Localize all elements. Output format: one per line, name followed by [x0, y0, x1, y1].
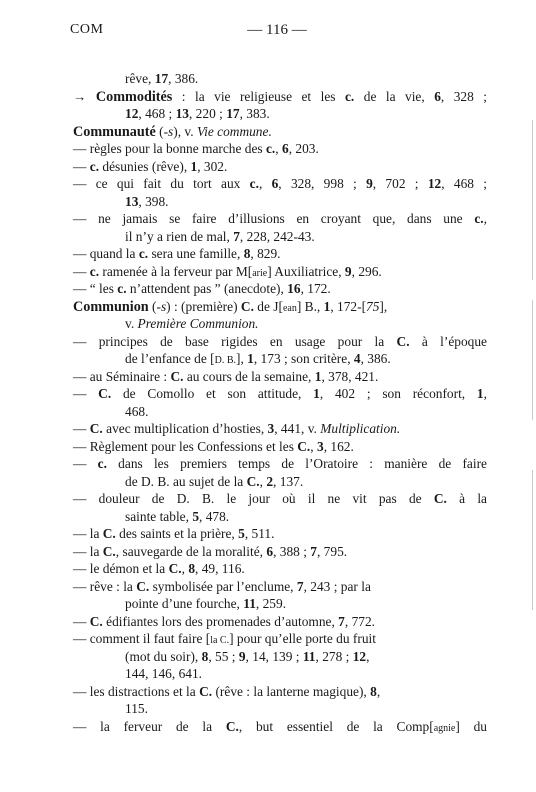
text-run: 17	[226, 106, 240, 121]
text-run: -s	[156, 298, 167, 314]
text-run: -s	[163, 123, 174, 139]
text-run: ,	[310, 438, 317, 454]
index-entry-line	[73, 438, 487, 456]
text-run: , 278 ;	[315, 648, 353, 664]
text-run: — au Séminaire :	[73, 368, 171, 384]
text-run: — comment il faut faire [	[73, 631, 211, 646]
text-run: 13	[125, 193, 139, 209]
index-entry-line	[73, 630, 487, 648]
text-run: 17	[154, 71, 169, 86]
text-run: : la vie religieuse et les	[172, 88, 345, 104]
text-run: 8	[188, 561, 196, 576]
index-entry-line	[73, 578, 487, 596]
text-run: C.	[89, 613, 103, 629]
text-run: édifiantes lors des promenades d’automne,	[102, 613, 339, 629]
text-run: — le démon et la	[73, 561, 169, 576]
text-run: — ce qui fait du tort aux	[73, 176, 250, 191]
text-run: 2	[266, 473, 274, 489]
text-run: au cours de la semaine,	[183, 368, 315, 384]
text-run: — Règlement pour les Confessions et les	[73, 438, 298, 454]
text-run: C.	[89, 421, 103, 436]
index-entry-line	[73, 683, 487, 701]
text-run: , 468 ;	[138, 106, 176, 121]
text-run: de l’enfance de [	[125, 351, 215, 366]
text-run: 12	[427, 176, 442, 191]
entry-continuation-line	[73, 403, 487, 421]
text-run: 7	[233, 228, 240, 244]
index-entry-line	[73, 175, 487, 193]
text-run: — principes de base rigides en usage pour la	[73, 333, 397, 349]
text-run: 6	[271, 176, 279, 191]
index-entry-line	[73, 718, 487, 736]
text-run: dans les premiers temps de l’Oratoire : manière de faire	[106, 456, 487, 471]
text-run: à la	[446, 491, 487, 506]
text-run: , 328 ;	[440, 88, 487, 104]
text-run: 12	[125, 106, 139, 121]
text-run: —	[73, 386, 99, 401]
text-run: 1	[190, 158, 198, 174]
text-run: , 386.	[168, 71, 199, 86]
text-run: des saints et la prière,	[115, 526, 239, 541]
text-run: Vie commune.	[196, 123, 272, 139]
text-run: , 702 ;	[372, 176, 428, 191]
text-run: c.	[138, 246, 149, 261]
text-run: 115.	[125, 701, 148, 716]
text-run: , sauvegarde de la moralité,	[115, 543, 267, 559]
text-run: 4	[353, 351, 361, 366]
text-run: 9	[366, 176, 373, 191]
entry-continuation-line	[73, 473, 487, 491]
text-run: 11	[243, 596, 256, 611]
text-run: 8	[370, 683, 377, 699]
text-run: 7	[338, 613, 345, 629]
text-run: C.	[396, 333, 410, 349]
page-number: — 116 —	[247, 22, 307, 38]
text-run: sainte table,	[125, 508, 193, 524]
index-entry-line	[73, 263, 487, 281]
text-run: 8	[201, 648, 209, 664]
entry-continuation-line	[73, 350, 487, 368]
text-run: , 259.	[255, 596, 287, 611]
text-run: , 162.	[323, 438, 354, 454]
text-run: , 478.	[199, 508, 230, 524]
text-run: C.	[168, 561, 182, 576]
text-run: C.	[297, 438, 311, 454]
text-run: avec multiplication d’hosties,	[102, 421, 268, 436]
text-run: 6	[266, 543, 274, 559]
text-run: ,	[483, 386, 487, 401]
text-run: — la	[73, 526, 103, 541]
text-run: 6	[434, 88, 441, 104]
text-run: Multiplication.	[320, 421, 401, 436]
text-run: , 172-[	[330, 298, 367, 314]
entry-continuation-line	[73, 315, 487, 333]
text-run: , 137.	[273, 473, 304, 489]
text-run: 1	[314, 368, 322, 384]
text-run: c.	[265, 141, 276, 156]
text-run: —	[73, 456, 98, 471]
text-run: ] B.,	[296, 298, 324, 314]
text-run: c.	[89, 263, 100, 279]
index-entry-line	[73, 613, 487, 631]
text-run: , 203.	[288, 141, 319, 156]
text-run: 16	[287, 281, 301, 296]
text-run: ) : (première)	[166, 298, 241, 314]
text-run: 144, 146, 641.	[125, 666, 202, 681]
text-run: agnie	[433, 722, 456, 734]
index-entry-line	[73, 543, 487, 561]
text-run: , 398.	[138, 193, 169, 209]
text-run: c.	[249, 176, 259, 191]
text-run: , 228, 242-43.	[239, 228, 315, 244]
index-entry-line	[73, 158, 487, 176]
text-run: Commodités	[95, 88, 173, 105]
text-run: C.	[433, 491, 447, 506]
text-run: , 302.	[197, 158, 228, 174]
text-run: (rêve : la lanterne magique),	[212, 683, 371, 699]
text-run: , 386.	[360, 351, 391, 366]
entry-continuation-line	[73, 508, 487, 526]
page-edge-mark	[532, 120, 533, 280]
text-run: 3	[267, 421, 275, 436]
text-run: pointe d’une fourche,	[125, 596, 244, 611]
text-run: , 378, 421.	[321, 368, 379, 384]
text-run: n’attendent pas ” (anecdote),	[126, 281, 288, 296]
text-run: ],	[379, 298, 388, 314]
text-run: ,	[258, 176, 272, 191]
text-run: , 55 ;	[208, 648, 239, 664]
text-run: 3	[317, 438, 324, 454]
text-run: , 441, v.	[274, 421, 321, 436]
index-entry-line	[73, 333, 487, 351]
page-edge-mark	[532, 300, 533, 420]
text-run: , 772.	[344, 613, 376, 629]
text-run: , 388 ;	[273, 543, 311, 559]
text-run: , 220 ;	[188, 106, 227, 121]
index-entry-line	[73, 280, 487, 298]
text-run: c.	[89, 158, 100, 174]
text-run: 1	[323, 298, 331, 314]
index-entry-line	[73, 490, 487, 508]
text-run: 7	[296, 578, 304, 594]
text-run: c.	[474, 211, 484, 226]
text-run: C.	[170, 368, 184, 384]
text-run: 5	[192, 508, 200, 524]
text-run: (mot du soir),	[125, 648, 202, 664]
text-run: désunies (rêve),	[99, 158, 191, 174]
section-letters: COM	[70, 22, 104, 37]
text-run: 468.	[125, 403, 149, 419]
text-run: 8	[243, 246, 251, 261]
text-run: c.	[97, 456, 107, 471]
text-run: C.	[102, 526, 116, 541]
text-run: — les distractions et la	[73, 683, 200, 699]
text-run: C.	[225, 718, 239, 734]
text-run: Première Communion.	[137, 316, 259, 331]
text-run: ), v.	[173, 123, 197, 139]
text-run: ] du	[455, 718, 487, 734]
text-run: 75	[366, 298, 380, 314]
text-run: c.	[344, 88, 355, 104]
text-run: — rêve : la	[73, 578, 137, 594]
text-run: , 243 ; par la	[303, 578, 371, 594]
text-run: — quand la	[73, 246, 139, 261]
text-run: 13	[175, 106, 189, 121]
text-run: — ne jamais se faire d’illusions en croyant que, dans une	[73, 211, 475, 226]
text-run: c.	[117, 281, 127, 296]
text-run: ean	[282, 302, 297, 314]
text-run: ,	[483, 211, 487, 226]
index-entry-line	[73, 140, 487, 158]
text-run: —	[73, 158, 90, 174]
text-run: , 795.	[316, 543, 348, 559]
text-run: ] Auxiliatrice,	[267, 263, 345, 279]
text-run: ,	[366, 648, 370, 664]
text-run: 5	[238, 526, 245, 541]
text-run: , 383.	[239, 106, 270, 121]
text-run: symbolisée par l’enclume,	[149, 578, 297, 594]
text-run: , 14, 139 ;	[245, 648, 303, 664]
index-entry-line	[73, 245, 487, 263]
entry-continuation-line	[73, 228, 487, 246]
text-run: sera une famille,	[148, 246, 244, 261]
text-run: —	[73, 263, 90, 279]
text-run: C.	[199, 683, 213, 699]
text-run: (	[155, 123, 164, 139]
text-run: arie	[252, 267, 268, 279]
text-run: ,	[376, 683, 381, 699]
text-run: 1	[476, 386, 484, 401]
text-run: —	[73, 613, 90, 629]
text-run: Communauté	[73, 123, 156, 140]
text-run: , 173 ; son critère,	[253, 351, 354, 366]
text-run: à l’époque	[409, 333, 487, 349]
text-run: C.	[246, 473, 260, 489]
index-entry-line	[73, 88, 487, 106]
index-entry-line	[73, 560, 487, 578]
text-run: ramenée à la ferveur par M[	[99, 263, 253, 279]
text-run: 6	[281, 141, 289, 156]
entry-continuation-line	[73, 700, 487, 718]
text-run: rêve,	[125, 71, 155, 86]
entry-continuation-line	[73, 648, 487, 666]
text-run: —	[73, 421, 90, 436]
text-run: , 296.	[351, 263, 382, 279]
entry-continuation-line	[73, 70, 487, 88]
index-entries	[73, 70, 487, 735]
index-entry-line	[73, 420, 487, 438]
text-run: — règles pour la bonne marche des	[73, 141, 266, 156]
entry-continuation-line	[73, 193, 487, 211]
text-run: ,	[181, 561, 189, 576]
text-run: la C.	[210, 635, 230, 646]
text-run: de Comollo et son attitude,	[111, 386, 314, 401]
text-run: C.	[102, 543, 116, 559]
text-run: , 511.	[244, 526, 275, 541]
text-run: 12	[352, 648, 367, 664]
text-run: ,	[275, 141, 282, 156]
text-run: ],	[236, 351, 248, 366]
text-run: v.	[125, 316, 138, 331]
text-run: 11	[302, 648, 316, 664]
text-run: 1	[247, 351, 254, 366]
text-run: 9	[344, 263, 352, 279]
index-entry-line	[73, 210, 487, 228]
text-run: de J[	[253, 298, 283, 314]
text-run: 7	[310, 543, 317, 559]
text-run: — “ les	[73, 281, 118, 296]
text-run: , 328, 998 ;	[278, 176, 367, 191]
index-entry-line	[73, 298, 487, 316]
text-run: C.	[240, 298, 254, 314]
text-run: , 172.	[300, 281, 331, 296]
text-run: de D. B. au sujet de la	[125, 473, 247, 489]
text-run: D. B.	[214, 355, 236, 366]
text-run: C.	[98, 386, 112, 401]
index-entry-line	[73, 455, 487, 473]
running-head	[70, 22, 484, 42]
text-run: (	[148, 298, 157, 314]
text-run: ] pour qu’elle porte du fruit	[229, 631, 376, 646]
text-run: 1	[313, 386, 320, 401]
text-run: , 402 ; son réconfort,	[319, 386, 477, 401]
text-run: ,	[259, 473, 267, 489]
text-run: — douleur de D. B. le jour où il ne vit pas de	[73, 491, 434, 506]
text-run: Communion	[73, 298, 149, 315]
text-run: de la vie,	[354, 88, 435, 104]
index-entry-line	[73, 123, 487, 141]
entry-continuation-line	[73, 105, 487, 123]
entry-continuation-line	[73, 595, 487, 613]
text-run: , 829.	[250, 246, 281, 261]
text-run: — la ferveur de la	[73, 718, 226, 734]
text-run: →	[73, 88, 96, 104]
page-edge-mark	[532, 470, 533, 610]
text-run: C.	[136, 578, 150, 594]
text-run: , but essentiel de la Comp[	[238, 718, 434, 734]
text-run: il n’y a rien de mal,	[125, 228, 234, 244]
entry-continuation-line	[73, 665, 487, 683]
text-run: — la	[73, 543, 103, 559]
index-entry-line	[73, 368, 487, 386]
index-entry-line	[73, 385, 487, 403]
text-run: , 468 ;	[441, 176, 487, 191]
index-entry-line	[73, 525, 487, 543]
text-run: , 49, 116.	[195, 561, 245, 576]
text-run: 9	[238, 648, 246, 664]
